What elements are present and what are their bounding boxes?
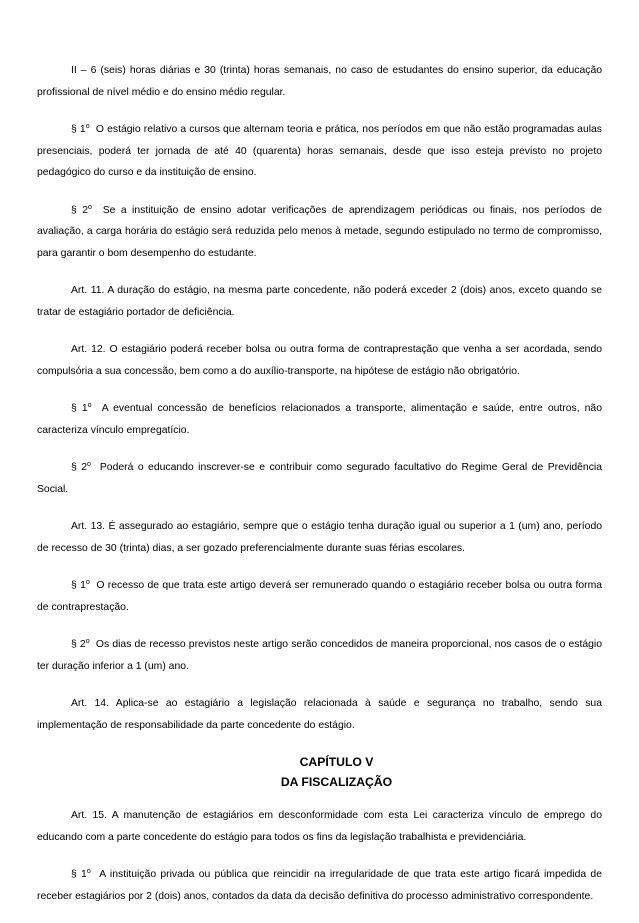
paragraph-text: Os dias de recesso previstos neste artigo serão concedidos de maneira proporcional, nos casos de o estágio ter duração inferior a 1 (um) ano. — [37, 639, 603, 672]
ordinal-indicator: o — [85, 123, 90, 130]
section-mark-number: § 1 — [71, 869, 87, 880]
ordinal-indicator: o — [85, 579, 90, 586]
section-mark-number: § 1 — [71, 403, 88, 414]
legal-paragraph — [37, 864, 602, 907]
ordinal-indicator: o — [87, 461, 91, 468]
paragraph-text: Art. 12. O estagiário poderá receber bolsa ou outra forma de contraprestação que venha a ser acordada, sendo compulsória a sua concessão, bem como a do auxílio-transporte, na hipótese de estágio não obrigatório. — [37, 344, 602, 377]
legal-paragraph — [37, 339, 602, 382]
legal-paragraph — [37, 516, 602, 559]
section-mark-number: § 1 — [71, 580, 86, 591]
legal-paragraph — [37, 457, 602, 500]
legal-paragraph — [37, 398, 602, 441]
legal-paragraph — [37, 119, 602, 184]
section-mark — [71, 403, 92, 414]
legal-paragraph — [37, 693, 602, 736]
legal-paragraph — [37, 634, 602, 677]
paragraph-text: O recesso de que trata este artigo deverá ser remunerado quando o estagiário receber bolsa ou outra forma de contraprestação. — [37, 580, 603, 613]
section-mark — [71, 580, 90, 591]
paragraph-text: Art. 11. A duração do estágio, na mesma parte concedente, não poderá exceder 2 (dois) anos, exceto quando se tratar de estagiário portador de deficiência. — [37, 285, 602, 318]
paragraph-text: Poderá o educando inscrever-se e contribuir como segurado facultativo do Regime Geral de Previdência Social. — [37, 462, 602, 495]
ordinal-indicator: o — [86, 868, 91, 875]
paragraph-text: II – 6 (seis) horas diárias e 30 (trinta) horas semanais, no caso de estudantes do ensino superior, da educação profissional de nível médio e do ensino médio regular. — [37, 65, 602, 98]
document-page — [37, 60, 602, 923]
legal-paragraph — [37, 60, 602, 103]
section-mark-number: § 2 — [71, 462, 88, 473]
chapter-title: CAPÍTULO V — [299, 755, 374, 769]
section-mark — [71, 639, 90, 650]
paragraph-text: Art. 13. É assegurado ao estagiário, sempre que o estágio tenha duração igual ou superior a 1 (um) ano, período de recesso de 30 (trinta) dias, a ser gozado preferencialmente durante suas férias escolares. — [37, 521, 602, 554]
paragraph-text: A eventual concessão de benefícios relacionados a transporte, alimentação e saúde, entre outros, não caracteriza vínculo empregatício. — [37, 403, 602, 436]
paragraph-text: O estágio relativo a cursos que alternam teoria e prática, nos períodos em que não estão programadas aulas presenciais, poderá ter jornada de até 40 (quarenta) horas semanais, desde que isso esteja previsto no projeto pedagógico do curso e da instituição de ensino. — [37, 124, 603, 178]
legal-paragraph — [37, 200, 602, 265]
section-mark-number: § 2 — [71, 639, 86, 650]
paragraph-text: Art. 15. A manutenção de estagiários em desconformidade com esta Lei caracteriza vínculo de emprego do educando com a parte concedente do estágio para todos os fins da legislação trabalhista e previdenciária. — [37, 810, 602, 843]
paragraph-text: Art. 14. Aplica-se ao estagiário a legislação relacionada à saúde e segurança no trabalho, sendo sua implementação de responsabilidade da parte concedente do estágio. — [37, 698, 602, 731]
section-mark — [71, 869, 91, 880]
section-mark — [71, 205, 92, 216]
ordinal-indicator: o — [85, 638, 90, 645]
legal-paragraph — [37, 575, 602, 618]
legal-paragraph — [37, 805, 602, 848]
ordinal-indicator: o — [87, 402, 92, 409]
chapter-subtitle: DA FISCALIZAÇÃO — [280, 775, 393, 789]
paragraph-text: Se a instituição de ensino adotar verificações de aprendizagem periódicas ou finais, nos períodos de avaliação, a carga horária do estágio será reduzida pelo menos à metade, segundo estipulado no termo de compromisso, para garantir o bom desempenho do estudante. — [37, 204, 602, 259]
paragraph-text: A instituição privada ou pública que reincidir na irregularidade de que trata este artigo ficará impedida de receber estagiários por 2 (dois) anos, contados da data da decisão definitiva do processo administrativo correspondente. — [37, 869, 602, 902]
section-mark — [71, 462, 91, 473]
section-mark — [71, 124, 90, 135]
section-mark-number: § 2 — [71, 204, 88, 216]
paragraphs-before — [37, 60, 602, 736]
chapter-heading — [37, 752, 602, 792]
ordinal-indicator: o — [87, 203, 92, 211]
section-mark-number: § 1 — [71, 124, 86, 135]
legal-paragraph — [37, 280, 602, 323]
paragraphs-after — [37, 805, 602, 907]
